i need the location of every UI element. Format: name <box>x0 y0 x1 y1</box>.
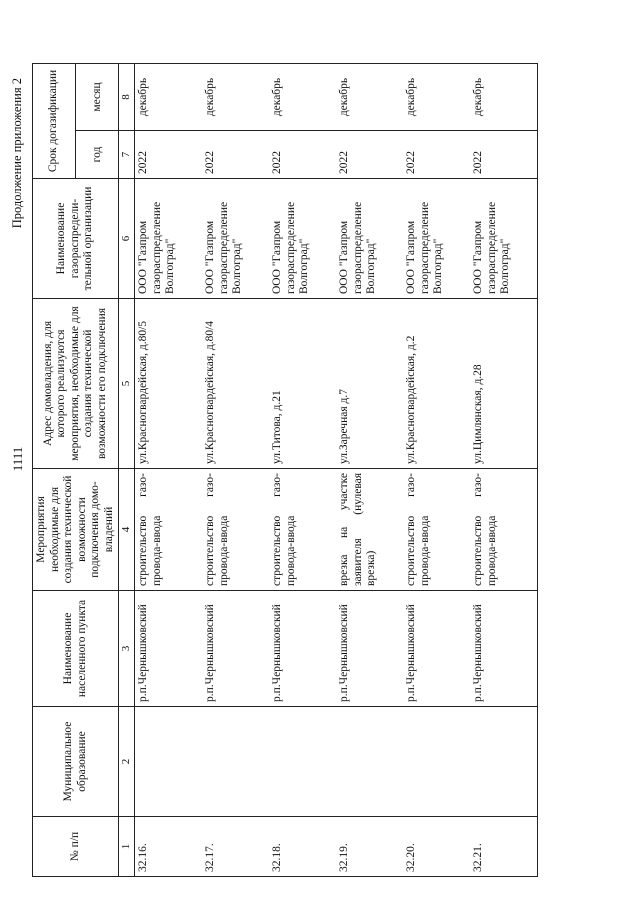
row-gdo: ООО "Газпром газораспределение Волгоград" <box>336 179 403 299</box>
row-address: ул.Красногвардейская, д.80/5 <box>135 299 203 469</box>
column-number: 6 <box>119 179 135 299</box>
table-row <box>269 64 336 877</box>
row-month: декабрь <box>470 64 538 131</box>
row-year: 2022 <box>269 131 336 179</box>
column-numbers-row <box>119 64 135 877</box>
row-measures: врезка на участке заявителя (нулевая врезка) <box>336 469 403 591</box>
row-settlement: р.п.Чернышковский <box>202 591 269 707</box>
row-year: 2022 <box>135 131 203 179</box>
row-address: ул.Заречная д.7 <box>336 299 403 469</box>
row-number: 32.17. <box>202 817 269 877</box>
row-number: 32.21. <box>470 817 538 877</box>
row-measures: строительство газопровода-ввода <box>202 469 269 591</box>
header-year: год <box>76 131 119 179</box>
row-number: 32.20. <box>403 817 470 877</box>
row-settlement: р.п.Чернышковский <box>470 591 538 707</box>
table-row <box>202 64 269 877</box>
table-header <box>33 64 135 877</box>
header-settlement: Наименование населенного пункта <box>33 591 119 707</box>
row-measures: строительство газопровода-ввода <box>403 469 470 591</box>
column-number: 2 <box>119 707 135 817</box>
header-month: месяц <box>76 64 119 131</box>
row-municipality <box>403 707 470 817</box>
row-month: декабрь <box>269 64 336 131</box>
table-row <box>403 64 470 877</box>
column-number: 1 <box>119 817 135 877</box>
appendix-table <box>32 63 538 877</box>
header-term: Срок догазификации <box>33 64 76 179</box>
header-municipality: Муниципальное образование <box>33 707 119 817</box>
row-address: ул.Цимлянская, д.28 <box>470 299 538 469</box>
row-year: 2022 <box>202 131 269 179</box>
row-address: ул.Красногвардейская, д.80/4 <box>202 299 269 469</box>
row-settlement: р.п.Чернышковский <box>135 591 203 707</box>
row-gdo: ООО "Газпром газораспределение Волгоград" <box>470 179 538 299</box>
row-measures: строительство газопровода-ввода <box>135 469 203 591</box>
table-row <box>135 64 203 877</box>
row-settlement: р.п.Чернышковский <box>336 591 403 707</box>
row-municipality <box>269 707 336 817</box>
column-number: 7 <box>119 131 135 179</box>
column-number: 5 <box>119 299 135 469</box>
row-number: 32.19. <box>336 817 403 877</box>
row-measures: строительство газопровода-ввода <box>470 469 538 591</box>
row-address: ул.Титова, д.21 <box>269 299 336 469</box>
column-number: 8 <box>119 64 135 131</box>
row-municipality <box>470 707 538 817</box>
row-year: 2022 <box>403 131 470 179</box>
row-municipality <box>336 707 403 817</box>
row-gdo: ООО "Газпром газораспределение Волгоград" <box>135 179 203 299</box>
continuation-label: Продолжение приложения 2 <box>10 78 24 229</box>
row-number: 32.18. <box>269 817 336 877</box>
row-address: ул.Красногвардейская, д.2 <box>403 299 470 469</box>
table-row <box>336 64 403 877</box>
row-month: декабрь <box>336 64 403 131</box>
row-year: 2022 <box>336 131 403 179</box>
row-gdo: ООО "Газпром газораспределение Волгоград" <box>403 179 470 299</box>
row-settlement: р.п.Чернышковский <box>269 591 336 707</box>
table-row <box>470 64 538 877</box>
row-municipality <box>202 707 269 817</box>
row-month: декабрь <box>135 64 203 131</box>
column-number: 3 <box>119 591 135 707</box>
column-number: 4 <box>119 469 135 591</box>
row-settlement: р.п.Чернышковский <box>403 591 470 707</box>
row-number: 32.16. <box>135 817 203 877</box>
header-gdo: Наименование газораспределительной организации <box>33 179 119 299</box>
row-month: декабрь <box>403 64 470 131</box>
row-municipality <box>135 707 203 817</box>
header-address: Адрес домовладения, для которого реализуются мероприятия, необходимые для создания технической возможности его подключения <box>33 299 119 469</box>
table-body <box>135 64 538 877</box>
row-gdo: ООО "Газпром газораспределение Волгоград" <box>269 179 336 299</box>
row-year: 2022 <box>470 131 538 179</box>
row-measures: строительство газопровода-ввода <box>269 469 336 591</box>
header-num: № п/п <box>33 817 119 877</box>
row-gdo: ООО "Газпром газораспределение Волгоград" <box>202 179 269 299</box>
header-measures: Мероприятия необходимые для создания технической возможности подключения домовладений <box>33 469 119 591</box>
row-month: декабрь <box>202 64 269 131</box>
page-number: 1111 <box>10 446 25 472</box>
